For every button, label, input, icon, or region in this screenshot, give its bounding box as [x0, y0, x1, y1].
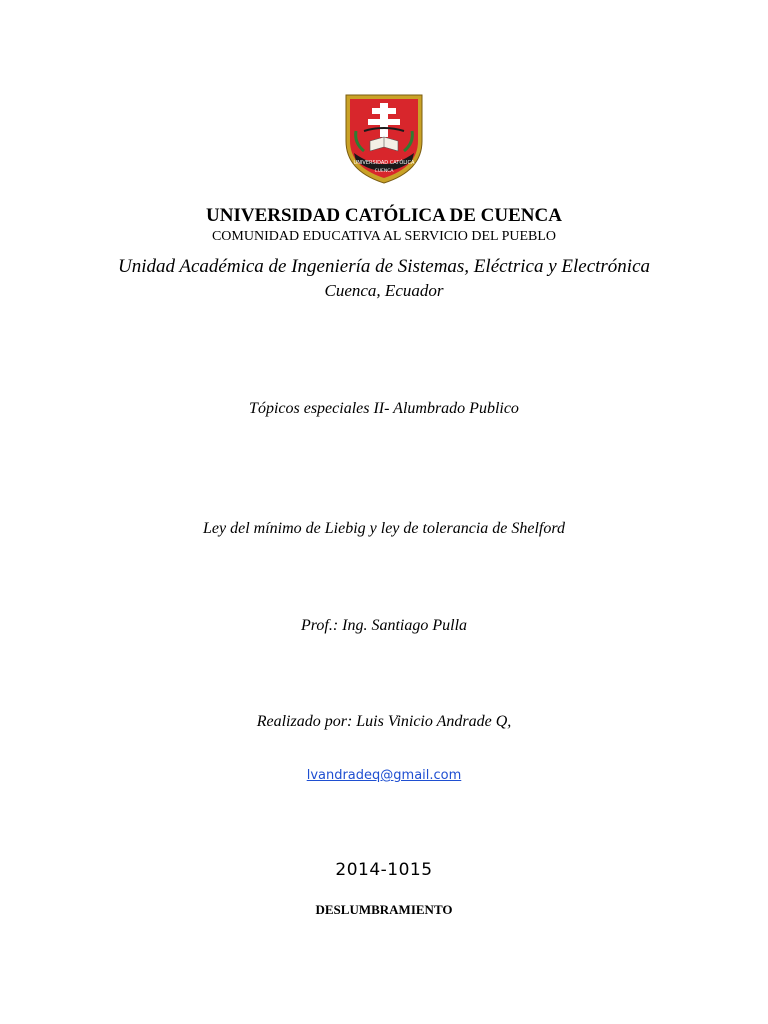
email-link-container: [0, 768, 768, 783]
course-name: Tópicos especiales II- Alumbrado Publico: [249, 400, 519, 417]
city-country: Cuenca, Ecuador: [324, 281, 444, 300]
professor: Prof.: Ing. Santiago Pulla: [300, 617, 468, 634]
university-crest-icon: [342, 91, 426, 185]
subject-heading: DESLUMBRAMIENTO: [315, 902, 453, 917]
email-link[interactable]: lvandradeq@gmail.com: [306, 768, 462, 783]
crest-text-top: UNIVERSIDAD CATÓLICA: [353, 160, 415, 166]
academic-year: 2014-1015: [335, 860, 433, 880]
university-name: UNIVERSIDAD CATÓLICA DE CUENCA: [206, 205, 562, 226]
academic-unit: Unidad Académica de Ingeniería de Sistemas, Eléctrica y Electrónica: [117, 256, 651, 277]
document-title: Ley del mínimo de Liebig y ley de tolerancia de Shelford: [203, 520, 565, 537]
author: Realizado por: Luis Vinicio Andrade Q,: [256, 713, 512, 730]
university-motto: COMUNIDAD EDUCATIVA AL SERVICIO DEL PUEBLO: [211, 229, 557, 244]
crest-text-bottom: CUENCA: [374, 169, 394, 174]
